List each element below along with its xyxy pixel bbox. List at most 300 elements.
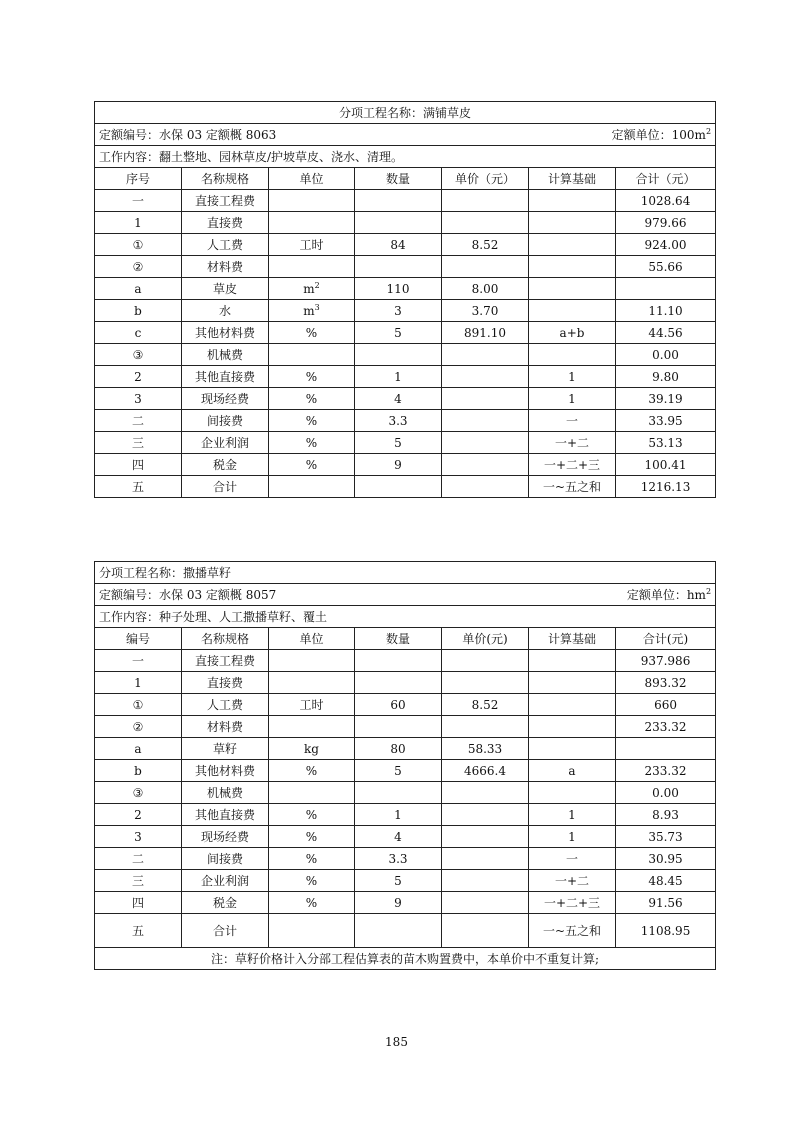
cell-text: 233.32 [644,719,687,734]
cell-text: 现场经费 [200,829,249,844]
cell-text: 39.19 [648,391,683,406]
table-cell [442,826,529,848]
cell-text: 五 [131,923,144,938]
cell-text: 8.52 [471,237,499,252]
table-cell [355,694,442,716]
table-cell [269,344,355,366]
table-cell [616,782,716,804]
table-row [95,804,716,826]
table-cell [355,650,442,672]
table-cell [616,650,716,672]
cell-text: 55.66 [648,259,683,274]
table-cell [269,760,355,782]
table-cell [95,432,182,454]
table-cell [182,738,269,760]
table-cell [529,694,616,716]
cell-text: 企业利润 [200,873,249,888]
quota-flex [99,586,712,602]
table-row [95,256,716,278]
cell-text: 5 [394,763,402,778]
table-cell [182,256,269,278]
table-cell [529,190,616,212]
table-cell [355,760,442,782]
table-row [95,190,716,212]
cell-text: 924.00 [644,237,687,252]
table-row [95,892,716,914]
cell-text: 材料费 [206,719,243,734]
note: 注：草籽价格计入分部工程估算表的苗木购置费中，本单价中不重复计算; [95,948,716,970]
table-row [95,760,716,782]
cell-text: 5 [394,325,402,340]
cell-text: ① [132,697,144,712]
table-cell [529,892,616,914]
table-cell [442,366,529,388]
cell-text: 二 [131,413,144,428]
cell-text: 893.32 [644,675,687,690]
table-cell [269,716,355,738]
unit-price-table-sod [94,101,716,498]
table-cell [616,716,716,738]
table-cell [529,344,616,366]
column-header: 数量 [355,168,442,190]
table-cell [442,782,529,804]
table-cell [182,278,269,300]
table-cell [95,366,182,388]
table-cell [442,738,529,760]
table-cell [529,672,616,694]
cell-text: 3 [394,303,402,318]
table-row [95,476,716,498]
cell-text: 人工费 [206,237,243,252]
table-cell [616,826,716,848]
cell-text: 979.66 [644,215,687,230]
table-cell [442,870,529,892]
cell-text: 合计 [212,479,237,494]
cell-text: 其他材料费 [194,325,255,340]
cell-text: % [305,829,318,844]
table-cell [95,672,182,694]
cell-text: 一 [131,193,144,208]
quota-unit [611,126,712,142]
table-cell [355,848,442,870]
table-cell [442,278,529,300]
cell-text: 一~五之和 [542,479,602,494]
cell-text: 48.45 [648,873,683,888]
table-cell [442,410,529,432]
table-cell [529,322,616,344]
cell-text: 三 [131,873,144,888]
cell-text: 二 [131,851,144,866]
table-cell [616,738,716,760]
table-cell [616,760,716,782]
table-cell [355,826,442,848]
table-cell [182,454,269,476]
table-cell [182,388,269,410]
table-cell [442,322,529,344]
cell-text: 草籽 [212,741,237,756]
table-cell [529,826,616,848]
cell-text: 直接费 [206,215,243,230]
quota-unit-label: 定额单位： [626,587,687,602]
table-cell [269,672,355,694]
table-cell [269,782,355,804]
column-header: 单价（元） [442,168,529,190]
cell-text: 33.95 [648,413,683,428]
table-cell [616,344,716,366]
table-cell [269,212,355,234]
cell-text: ③ [132,785,144,800]
cell-text: 机械费 [206,347,243,362]
table-cell [182,914,269,948]
cell-text: c [134,325,142,340]
table-row [95,212,716,234]
table-cell [95,234,182,256]
table-cell [269,256,355,278]
cell-text: % [305,325,318,340]
quota-number: 定额编号：水保 03 定额概 8063 [99,127,277,142]
cell-text: 材料费 [206,259,243,274]
cell-text: 1216.13 [640,479,691,494]
cell-text: 1 [134,215,142,230]
table-row [95,234,716,256]
cell-text: 其他材料费 [194,763,255,778]
quota-unit-base: 100m [671,127,706,142]
table-cell [95,782,182,804]
cell-text: 1 [568,391,576,406]
column-header: 单价(元) [442,628,529,650]
table-cell [529,300,616,322]
column-header: 序号 [95,168,182,190]
table-cell [95,892,182,914]
table-cell [269,650,355,672]
table-cell [442,672,529,694]
cell-text: 8.52 [471,697,499,712]
cell-text: 一 [565,851,578,866]
table-cell [95,410,182,432]
quota-row [95,584,716,606]
table-cell [269,804,355,826]
table-cell [355,716,442,738]
table-cell [442,760,529,782]
cell-text: 9 [394,457,402,472]
column-header: 合计（元） [616,168,716,190]
cell-text: 间接费 [206,413,243,428]
table-cell [355,366,442,388]
cell-text: 其他直接费 [194,807,255,822]
table-row [95,782,716,804]
table-cell [182,870,269,892]
table-cell [269,848,355,870]
table-cell [182,694,269,716]
column-header: 数量 [355,628,442,650]
cell-text: 一 [565,413,578,428]
table-cell [182,892,269,914]
table-cell [182,344,269,366]
table-cell [616,300,716,322]
header-row [95,628,716,650]
cell-text: 3 [134,391,142,406]
table-cell [95,278,182,300]
table-cell [616,256,716,278]
table-cell [529,870,616,892]
column-header: 编号 [95,628,182,650]
table-cell [355,212,442,234]
quota-row [95,124,716,146]
unit-price-table-grass-seed [94,561,716,970]
cell-text: 一+二+三 [543,895,601,910]
table-row [95,300,716,322]
quota-unit-base: hm [686,587,706,602]
cell-text: 人工费 [206,697,243,712]
table-cell [95,322,182,344]
table-cell [182,716,269,738]
cell-text: 84 [390,237,406,252]
cell-text: 233.32 [644,763,687,778]
cell-text: 三 [131,435,144,450]
cell-text: % [305,895,318,910]
table-cell [616,848,716,870]
table-cell [95,256,182,278]
table-cell [95,454,182,476]
table-cell [616,672,716,694]
cell-text: 53.13 [648,435,683,450]
project-name: 分项工程名称：满铺草皮 [95,102,716,124]
cell-text: 8.00 [471,281,499,296]
table-cell [269,826,355,848]
table-cell [95,760,182,782]
table-cell [95,344,182,366]
table-cell [529,914,616,948]
table-cell [355,892,442,914]
table-cell [529,848,616,870]
table-cell [616,432,716,454]
project-name: 分项工程名称：撒播草籽 [95,562,716,584]
cell-text: % [305,457,318,472]
cell-text: 直接费 [206,675,243,690]
cell-text: 30.95 [648,851,683,866]
table-row [95,454,716,476]
table-cell [442,476,529,498]
cell-text: m [303,281,315,296]
cell-text: 0.00 [652,785,679,800]
table-cell [269,914,355,948]
table-cell [95,738,182,760]
cell-text: ② [132,259,144,274]
table-cell [182,410,269,432]
cell-text: 1 [568,369,576,384]
table-cell [182,300,269,322]
cell-text: 3.70 [471,303,499,318]
table-cell [182,672,269,694]
cell-text: % [305,435,318,450]
table-cell [182,322,269,344]
cell-text: 1 [134,675,142,690]
cell-text: a+b [559,325,585,340]
table-cell [442,454,529,476]
table-cell [442,804,529,826]
cell-text: 1108.95 [640,923,691,938]
table-cell [269,432,355,454]
table-cell [182,804,269,826]
cell-text: 直接工程费 [194,193,255,208]
cell-text: 11.10 [648,303,683,318]
table-cell [442,256,529,278]
table-cell [529,650,616,672]
table-cell [269,322,355,344]
cell-text: % [305,413,318,428]
table-cell [616,914,716,948]
table-cell [182,650,269,672]
table-cell [182,760,269,782]
cell-text: 工时 [299,237,324,252]
cell-text: 35.73 [648,829,683,844]
table-cell [95,870,182,892]
table-cell [442,694,529,716]
table-cell [269,190,355,212]
cell-text: 3.3 [388,851,408,866]
cell-text: 80 [390,741,406,756]
table-cell [442,344,529,366]
table-cell [442,650,529,672]
table-cell [355,256,442,278]
table-row [95,672,716,694]
table-cell [355,278,442,300]
table-cell [182,782,269,804]
quota-cell [95,584,716,606]
table-row [95,322,716,344]
table-cell [95,300,182,322]
table-cell [355,300,442,322]
cell-text: b [134,763,142,778]
table-cell [529,388,616,410]
table-cell [269,410,355,432]
table-cell [269,738,355,760]
cell-text: 4 [394,391,402,406]
table-row [95,388,716,410]
table-row [95,278,716,300]
table-cell [182,366,269,388]
column-header: 计算基础 [529,628,616,650]
quota-unit [626,586,712,602]
table-cell [355,344,442,366]
cell-text: 110 [386,281,410,296]
header-row [95,168,716,190]
table-cell [355,190,442,212]
table-cell [616,212,716,234]
table-cell [442,190,529,212]
table-cell [95,848,182,870]
quota-unit-label: 定额单位： [611,127,672,142]
cell-text: b [134,303,142,318]
cell-text: 8.93 [652,807,679,822]
cell-text: ② [132,719,144,734]
table-cell [269,476,355,498]
cell-text: 草皮 [212,281,237,296]
column-header: 单位 [269,168,355,190]
table-cell [355,432,442,454]
quota-flex [99,126,712,142]
table-row [95,366,716,388]
table-cell [442,234,529,256]
cell-text: 四 [131,895,144,910]
table-cell [442,892,529,914]
table-row [95,694,716,716]
table-cell [355,870,442,892]
column-header: 合计(元) [616,628,716,650]
table-cell [616,410,716,432]
cell-text: 一 [131,653,144,668]
table-row [95,716,716,738]
cell-text: % [305,851,318,866]
table-cell [616,234,716,256]
page-number: 185 [385,1035,408,1049]
table-cell [269,870,355,892]
table-cell [616,694,716,716]
table-cell [616,476,716,498]
table-cell [95,650,182,672]
table-cell [182,432,269,454]
table-cell [355,782,442,804]
cell-text: 机械费 [206,785,243,800]
table-cell [95,388,182,410]
work-content-row [95,606,716,628]
cell-text: 5 [394,873,402,888]
cell-text: 一~五之和 [542,923,602,938]
table-cell [442,716,529,738]
table-row [95,848,716,870]
table-cell [182,212,269,234]
cell-text: 1 [394,807,402,822]
table-cell [442,212,529,234]
table-cell [95,914,182,948]
cell-text: a [134,281,142,296]
cell-text: % [305,369,318,384]
cell-text: 工时 [299,697,324,712]
cell-text: 2 [134,369,142,384]
table-cell [529,454,616,476]
cell-text: a [134,741,142,756]
table-cell [182,234,269,256]
table-cell [95,694,182,716]
table-cell [182,476,269,498]
table-cell [616,454,716,476]
table-cell [95,212,182,234]
column-header: 名称规格 [182,628,269,650]
cell-text: 一+二+三 [543,457,601,472]
cell-text: 税金 [212,457,237,472]
cell-text: 100.41 [644,457,687,472]
cell-text: 其他直接费 [194,369,255,384]
table-cell [616,190,716,212]
cell-text: 1 [568,829,576,844]
quota-unit-sup: 2 [705,586,712,596]
title-row [95,102,716,124]
table-cell [529,738,616,760]
quota-number: 定额编号：水保 03 定额概 8057 [99,587,277,602]
cell-text: 0.00 [652,347,679,362]
cell-text: 1028.64 [640,193,691,208]
cell-text: 3 [134,829,142,844]
column-header: 计算基础 [529,168,616,190]
table-cell [529,410,616,432]
quota-unit-sup: 2 [705,126,712,136]
cell-text: 水 [218,303,231,318]
table-cell [529,212,616,234]
table-cell [355,672,442,694]
cell-text: 五 [131,479,144,494]
table-cell [355,476,442,498]
table-cell [269,234,355,256]
